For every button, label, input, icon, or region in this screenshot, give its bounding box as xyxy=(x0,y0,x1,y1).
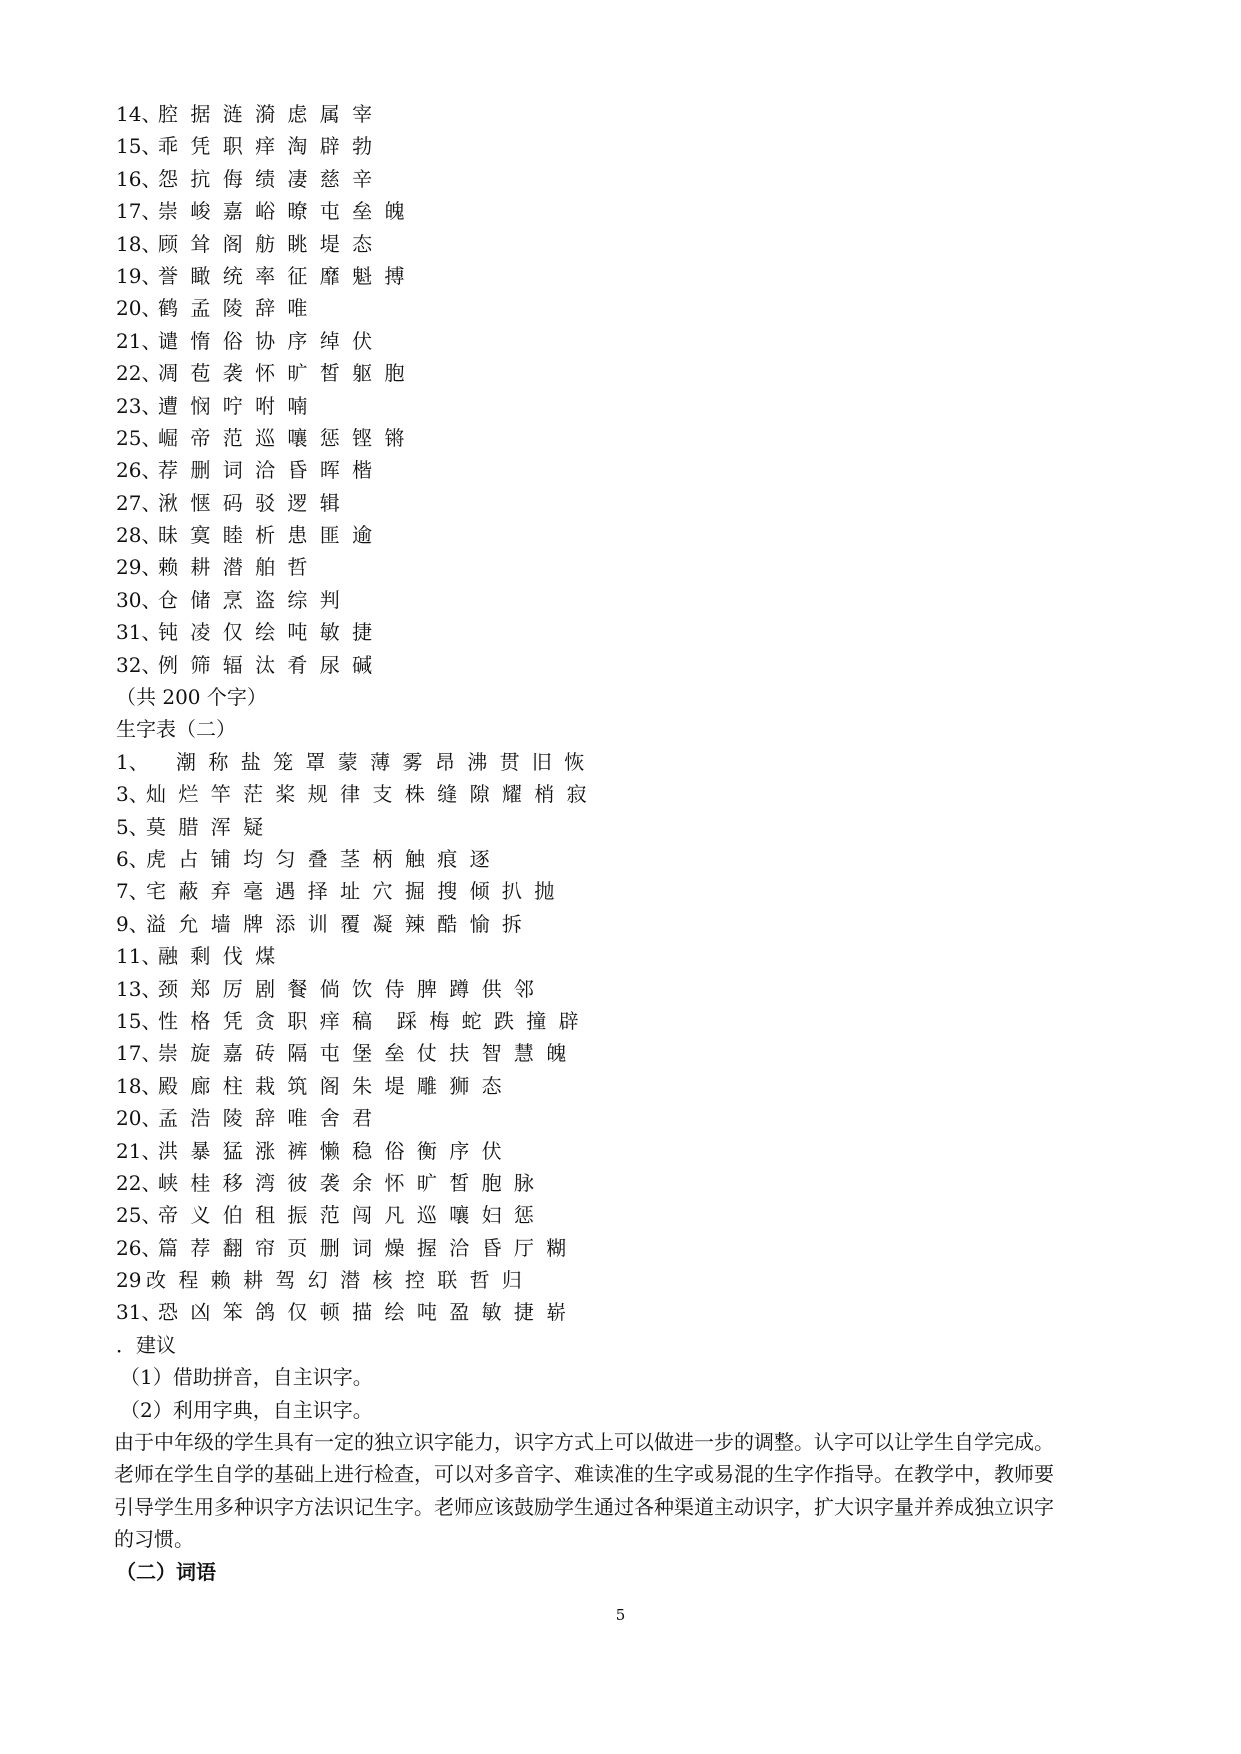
row-characters: 恐 凶 笨 鸽 仅 顿 描 绘 吨 盈 敏 捷 崭 xyxy=(158,1300,567,1325)
row-number: 5、 xyxy=(116,814,149,839)
character-row xyxy=(0,973,1241,1005)
character-row xyxy=(0,940,1241,972)
row-number: 21、 xyxy=(116,1138,162,1163)
row-characters: 帝 义 伯 租 振 范 闯 凡 巡 嚷 妇 惩 xyxy=(158,1203,534,1228)
paragraph-line: 由于中年级的学生具有一定的独立识字能力，识字方式上可以做进一步的调整。认字可以让学生自学完成。 xyxy=(114,1430,1054,1455)
row-characters: 钝 凌 仅 绘 吨 敏 捷 xyxy=(158,620,373,645)
row-characters: 鹤 孟 陵 辞 唯 xyxy=(158,296,308,321)
row-number: 22、 xyxy=(116,361,162,386)
row-characters: 溢 允 墙 牌 添 训 覆 凝 辣 酷 愉 拆 xyxy=(146,911,522,936)
character-row xyxy=(0,487,1241,519)
row-number: 11、 xyxy=(116,944,162,969)
row-number: 18、 xyxy=(116,231,162,256)
row-number: 29 xyxy=(116,1268,142,1293)
row-characters: 性 格 凭 贪 职 痒 稿 踩 梅 蛇 跌 撞 辟 xyxy=(158,1008,579,1033)
character-list-one xyxy=(0,98,1241,681)
row-number: 1、 xyxy=(116,749,149,774)
row-number: 19、 xyxy=(116,263,162,288)
row-characters: 改 程 赖 耕 驾 幻 潜 核 控 联 哲 归 xyxy=(146,1268,522,1293)
paragraph-line: 老师在学生自学的基础上进行检查，可以对多音字、难读准的生字或易混的生字作指导。在教学中，教师要 xyxy=(114,1462,1054,1487)
section-heading: （二）词语 xyxy=(116,1559,216,1584)
row-characters: 凋 苞 袭 怀 旷 皙 躯 胞 xyxy=(158,361,405,386)
character-row xyxy=(0,130,1241,162)
row-number: 14、 xyxy=(116,102,162,126)
paragraph-line: 引导学生用多种识字方法识记生字。老师应该鼓励学生通过各种渠道主动识字，扩大识字量并养成独立识字 xyxy=(114,1494,1054,1519)
row-characters: 崇 峻 嘉 峪 暸 屯 垒 魄 xyxy=(158,199,405,224)
row-number: 17、 xyxy=(116,199,162,224)
row-number: 13、 xyxy=(116,976,162,1001)
character-row xyxy=(0,649,1241,681)
guidance-paragraph xyxy=(0,1426,1241,1556)
row-characters: 宅 蔽 弃 毫 遇 择 址 穴 掘 搜 倾 扒 抛 xyxy=(146,879,555,904)
row-characters: 荐 删 词 洽 昏 晖 楷 xyxy=(158,458,373,483)
character-row xyxy=(0,228,1241,260)
character-row xyxy=(0,778,1241,810)
page-number: 5 xyxy=(615,1606,626,1624)
row-number: 20、 xyxy=(116,296,162,321)
character-row xyxy=(0,1102,1241,1134)
character-row xyxy=(0,1264,1241,1296)
character-row xyxy=(0,519,1241,551)
row-characters: 仓 储 烹 盗 综 判 xyxy=(158,587,340,612)
row-number: 31、 xyxy=(116,1300,162,1325)
character-row xyxy=(0,292,1241,324)
character-row xyxy=(0,325,1241,357)
row-number: 21、 xyxy=(116,328,162,353)
character-row xyxy=(0,584,1241,616)
row-number: 9、 xyxy=(116,911,149,936)
row-number: 17、 xyxy=(116,1041,162,1066)
row-number: 28、 xyxy=(116,523,162,548)
row-number: 16、 xyxy=(116,166,162,191)
character-row xyxy=(0,746,1241,778)
row-number: 7、 xyxy=(116,879,149,904)
character-row xyxy=(0,908,1241,940)
character-row xyxy=(0,1199,1241,1231)
row-number: 23、 xyxy=(116,393,162,418)
suggestion-title: ．建议 xyxy=(116,1332,176,1357)
row-number: 31、 xyxy=(116,620,162,645)
character-row xyxy=(0,195,1241,227)
character-row xyxy=(0,551,1241,583)
suggestion-item: （1）借助拼音，自主识字。 xyxy=(120,1365,373,1390)
row-characters: 腔 据 涟 漪 虑 属 宰 xyxy=(158,102,373,126)
character-row xyxy=(0,843,1241,875)
row-number: 18、 xyxy=(116,1073,162,1098)
character-row xyxy=(0,98,1241,130)
row-number: 25、 xyxy=(116,425,162,450)
character-row xyxy=(0,260,1241,292)
row-characters: 昧 寞 睦 析 患 匪 逾 xyxy=(158,523,373,548)
character-list-two xyxy=(0,746,1241,1329)
character-row xyxy=(0,1070,1241,1102)
row-characters: 崇 旋 嘉 砖 隔 屯 堡 垒 仗 扶 智 慧 魄 xyxy=(158,1041,567,1066)
row-number: 6、 xyxy=(116,846,149,871)
row-characters: 潮 称 盐 笼 罩 蒙 薄 雾 昂 沸 贯 旧 恢 xyxy=(176,749,585,774)
row-number: 25、 xyxy=(116,1203,162,1228)
total-note: （共 200 个字） xyxy=(116,685,267,710)
row-characters: 崛 帝 范 巡 嚷 惩 铿 锵 xyxy=(158,425,405,450)
character-row xyxy=(0,1232,1241,1264)
row-characters: 篇 荐 翻 帘 页 删 词 燥 握 洽 昏 厅 糊 xyxy=(158,1235,567,1260)
character-row xyxy=(0,1005,1241,1037)
row-number: 15、 xyxy=(116,134,162,159)
row-characters: 怨 抗 侮 绩 凄 慈 辛 xyxy=(158,166,373,191)
character-row xyxy=(0,1037,1241,1069)
character-row xyxy=(0,454,1241,486)
row-number: 27、 xyxy=(116,490,162,515)
character-row xyxy=(0,1167,1241,1199)
paragraph-line: 的习惯。 xyxy=(114,1527,194,1552)
row-characters: 莫 腊 浑 疑 xyxy=(146,814,264,839)
character-row xyxy=(0,1135,1241,1167)
row-number: 3、 xyxy=(116,782,149,807)
row-characters: 赖 耕 潜 舶 哲 xyxy=(158,555,308,580)
row-characters: 虎 占 铺 均 匀 叠 茎 柄 触 痕 逐 xyxy=(146,846,490,871)
row-number: 29、 xyxy=(116,555,162,580)
row-number: 20、 xyxy=(116,1106,162,1131)
row-characters: 孟 浩 陵 辞 唯 舍 君 xyxy=(158,1106,373,1131)
row-characters: 洪 暴 猛 涨 裤 懒 稳 俗 衡 序 伏 xyxy=(158,1138,502,1163)
character-row xyxy=(0,357,1241,389)
row-characters: 殿 廊 柱 栽 筑 阁 朱 堤 雕 狮 态 xyxy=(158,1073,502,1098)
row-characters: 遭 悯 咛 咐 喃 xyxy=(158,393,308,418)
table-two-title: 生字表（二） xyxy=(116,717,236,742)
row-characters: 谴 惰 俗 协 序 绰 伏 xyxy=(158,328,373,353)
row-characters: 顾 耸 阁 舫 眺 堤 态 xyxy=(158,231,373,256)
page-content xyxy=(0,98,1241,1588)
character-row xyxy=(0,390,1241,422)
row-characters: 湫 惬 码 驳 逻 辑 xyxy=(158,490,340,515)
row-number: 22、 xyxy=(116,1170,162,1195)
row-number: 30、 xyxy=(116,587,162,612)
row-characters: 乖 凭 职 痒 淘 辟 勃 xyxy=(158,134,373,159)
row-characters: 灿 烂 竿 茫 桨 规 律 支 株 缝 隙 耀 梢 寂 xyxy=(146,782,587,807)
row-characters: 融 剩 伐 煤 xyxy=(158,944,276,969)
character-row xyxy=(0,422,1241,454)
row-number: 26、 xyxy=(116,458,162,483)
row-characters: 峡 桂 移 湾 彼 袭 余 怀 旷 皙 胞 脉 xyxy=(158,1170,534,1195)
row-number: 26、 xyxy=(116,1235,162,1260)
row-characters: 誉 瞰 统 率 征 靡 魁 搏 xyxy=(158,263,405,288)
suggestion-item: （2）利用字典，自主识字。 xyxy=(120,1397,373,1422)
row-characters: 颈 郑 厉 剧 餐 倘 饮 侍 脾 蹲 供 邻 xyxy=(158,976,534,1001)
character-row xyxy=(0,811,1241,843)
row-number: 15、 xyxy=(116,1008,162,1033)
row-number: 32、 xyxy=(116,652,162,677)
character-row xyxy=(0,875,1241,907)
character-row xyxy=(0,1296,1241,1328)
character-row xyxy=(0,163,1241,195)
row-characters: 例 筛 辐 汰 肴 尿 碱 xyxy=(158,652,373,677)
character-row xyxy=(0,616,1241,648)
